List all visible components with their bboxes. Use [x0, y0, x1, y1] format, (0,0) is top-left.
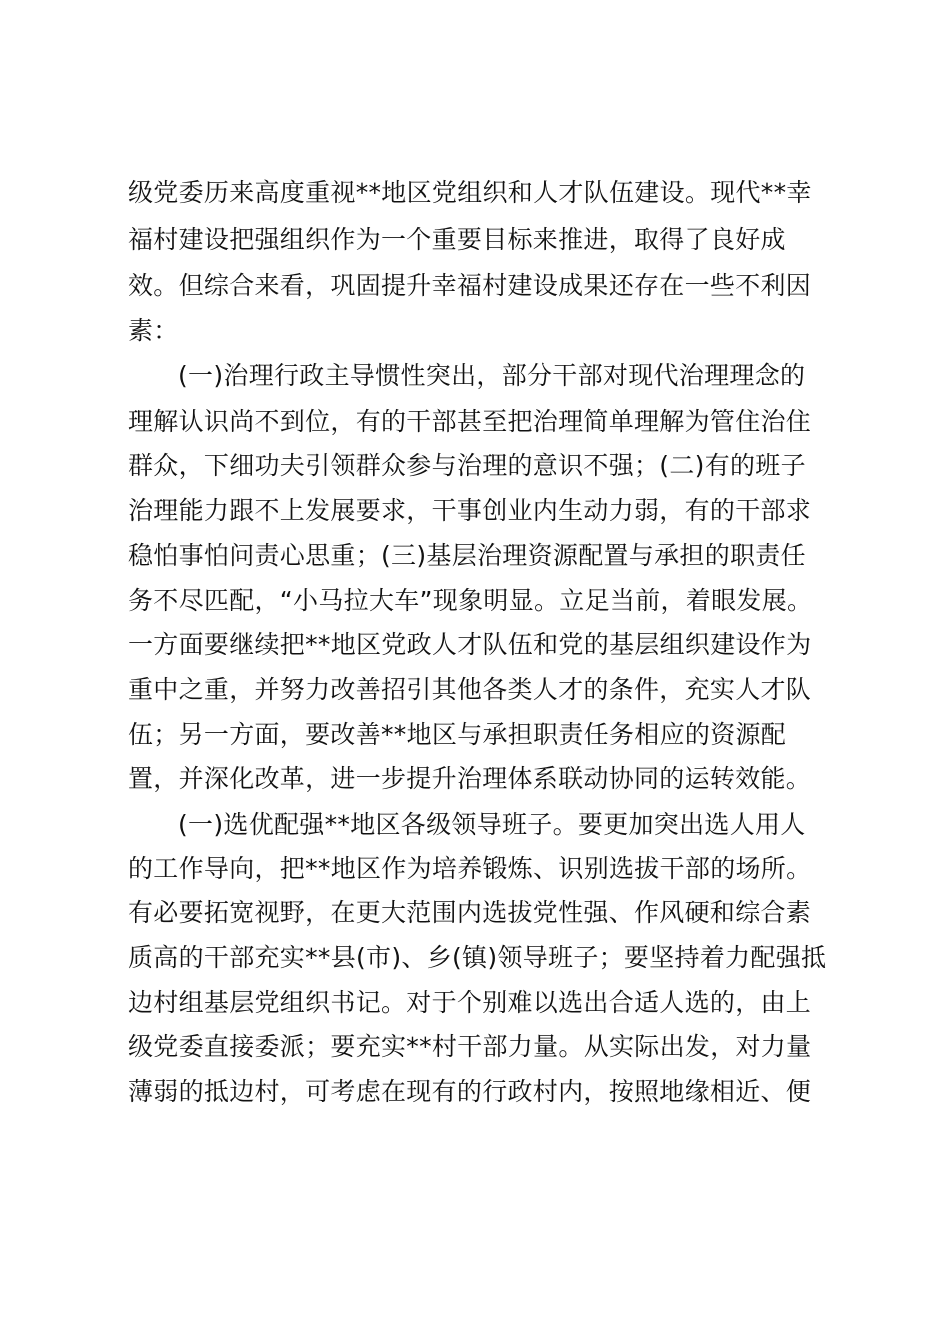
text-line: 薄弱的抵边村，可考虑在现有的行政村内，按照地缘相近、便: [128, 1077, 812, 1106]
text-line: 务不尽匹配，“小马拉大车”现象明显。立足当前，着眼发展。: [128, 586, 813, 615]
text-line: 置，并深化改革，进一步提升治理体系联动协同的运转效能。: [128, 764, 812, 793]
text-line: 的工作导向，把**地区作为培养锻炼、识别选拔干部的场所。: [128, 854, 812, 883]
text-line: 级党委直接委派；要充实**村干部力量。从实际出发，对力量: [128, 1032, 812, 1061]
paragraph-start-line: (一)选优配强**地区各级领导班子。要更加突出选人用人: [178, 810, 806, 839]
paragraph-start-line: (一)治理行政主导惯性突出，部分干部对现代治理理念的: [178, 361, 806, 390]
text-line: 效。但综合来看，巩固提升幸福村建设成果还存在一些不利因: [128, 271, 812, 300]
text-line: 质高的干部充实**县(市)、乡(镇)领导班子；要坚持着力配强抵: [128, 943, 827, 972]
text-line: 素：: [128, 316, 179, 345]
text-line: 边村组基层党组织书记。对于个别难以选出合适人选的，由上: [128, 988, 812, 1017]
text-line: 有必要拓宽视野，在更大范围内选拔党性强、作风硬和综合素: [128, 898, 812, 927]
text-line: 伍；另一方面，要改善**地区与承担职责任务相应的资源配: [128, 720, 787, 749]
text-line: 理解认识尚不到位，有的干部甚至把治理简单理解为管住治住: [128, 407, 812, 436]
text-line: 福村建设把强组织作为一个重要目标来推进，取得了良好成: [128, 225, 786, 254]
text-line: 稳怕事怕问责心思重；(三)基层治理资源配置与承担的职责任: [128, 541, 806, 570]
text-line: 群众，下细功夫引领群众参与治理的意识不强；(二)有的班子: [128, 451, 806, 480]
text-line: 一方面要继续把**地区党政人才队伍和党的基层组织建设作为: [128, 630, 812, 659]
text-line: 级党委历来高度重视**地区党组织和人才队伍建设。现代**幸: [128, 178, 812, 207]
text-line: 治理能力跟不上发展要求，干事创业内生动力弱，有的干部求: [128, 496, 812, 525]
text-line: 重中之重，并努力改善招引其他各类人才的条件，充实人才队: [128, 675, 812, 704]
